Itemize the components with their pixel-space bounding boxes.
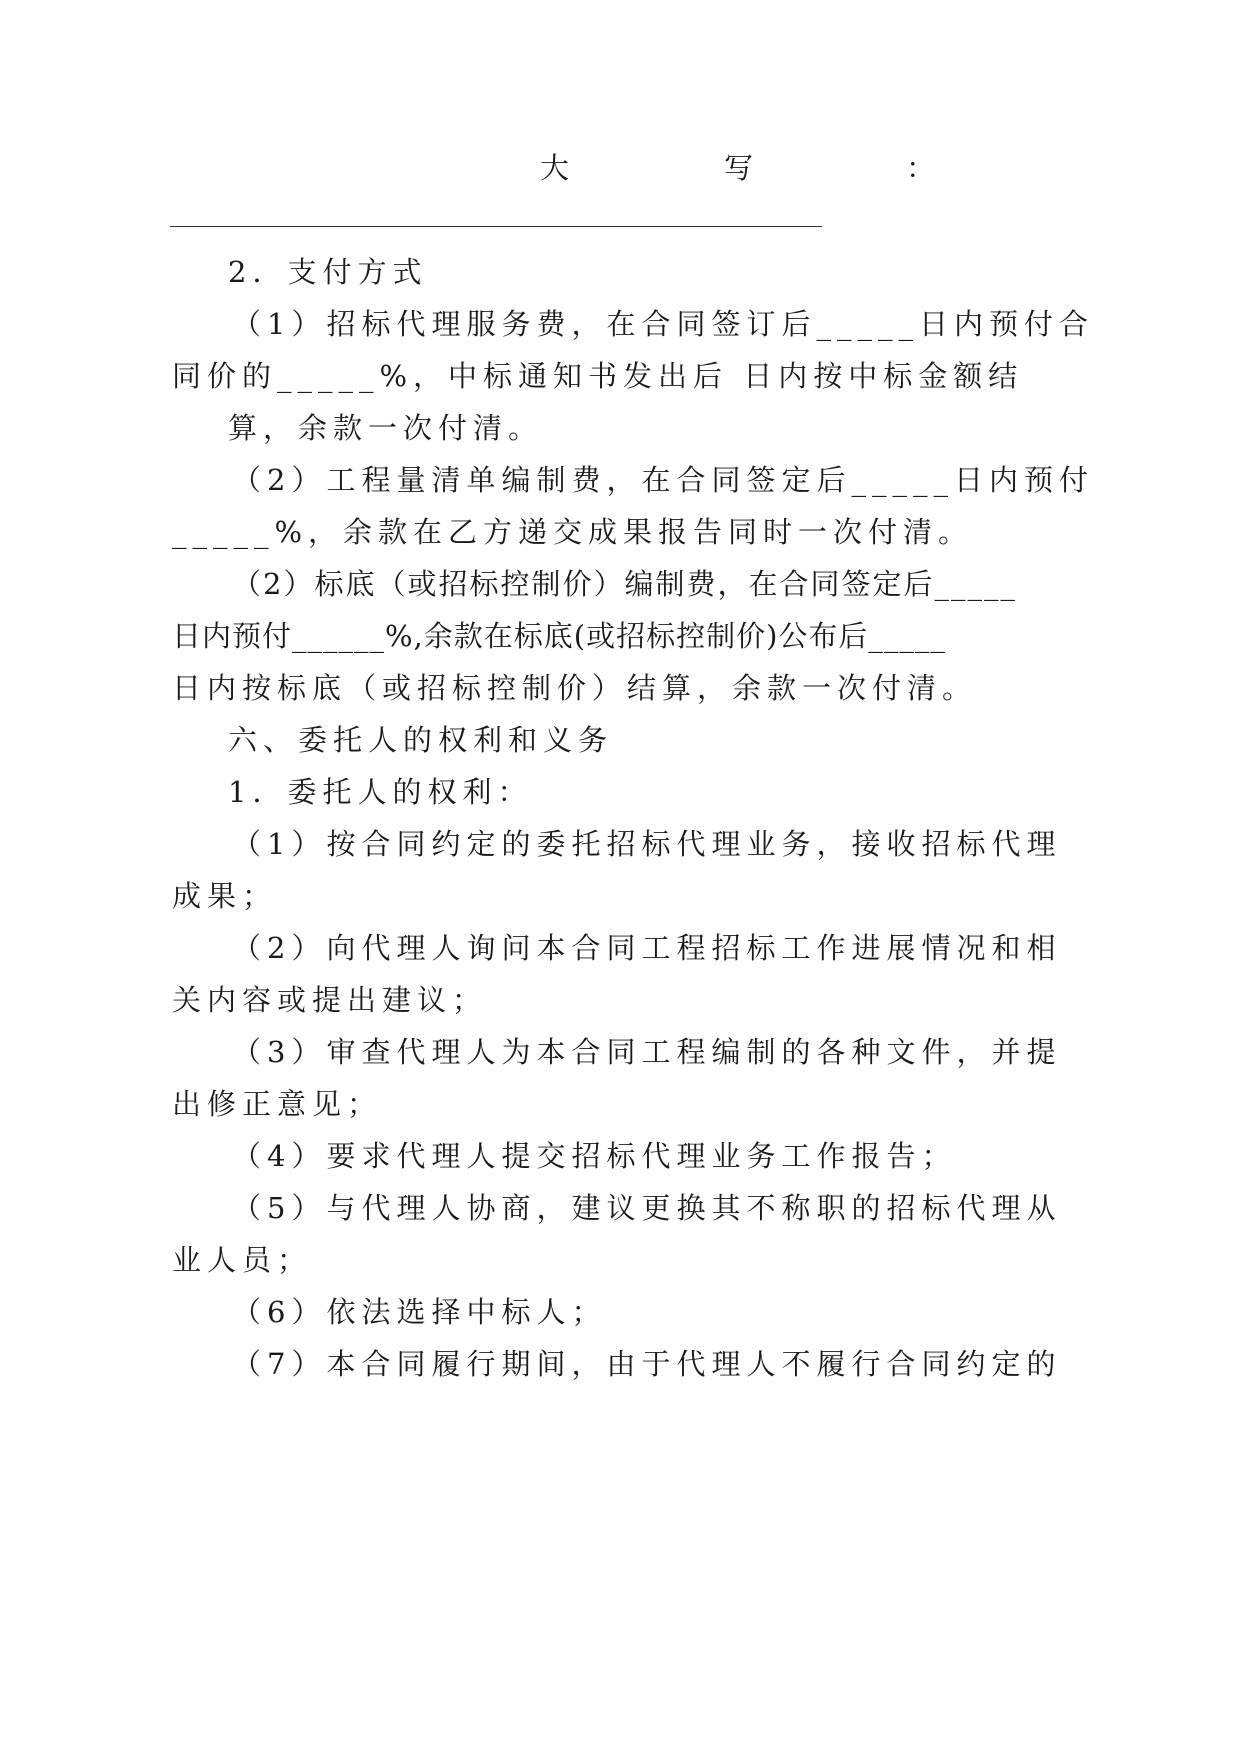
heading-char-da: 大 <box>540 151 570 185</box>
text-line: （2）工程量清单编制费，在合同签定后_____日内预付 <box>232 463 1094 497</box>
text-line: 日内按标底（或招标控制价）结算，余款一次付清。 <box>172 671 978 705</box>
text-line: （3）审查代理人为本合同工程编制的各种文件，并提 <box>232 1035 1062 1069</box>
text-line: （7）本合同履行期间，由于代理人不履行合同约定的 <box>232 1347 1062 1381</box>
text-line: （2）标底（或招标控制价）编制费，在合同签定后_____ <box>232 567 1017 601</box>
text-line: （5）与代理人协商，建议更换其不称职的招标代理从 <box>232 1191 1062 1225</box>
text-line: （1）按合同约定的委托招标代理业务，接收招标代理 <box>232 827 1062 861</box>
subsection-heading: 1．委托人的权利： <box>228 775 533 809</box>
text-line: （1）招标代理服务费，在合同签订后_____日内预付合 <box>232 307 1094 341</box>
heading-colon: ： <box>906 151 936 185</box>
text-line: 同价的_____%，中标通知书发出后 日内按中标金额结 <box>172 359 1024 393</box>
heading-char-xie: 写 <box>724 151 754 185</box>
text-line: _____%，余款在乙方递交成果报告同时一次付清。 <box>172 515 974 549</box>
text-line: （2）向代理人询问本合同工程招标工作进展情况和相 <box>232 931 1062 965</box>
text-line: 业人员； <box>172 1243 313 1277</box>
text-line: 日内预付______%,余款在标底(或招标控制价)公布后_____ <box>172 619 946 653</box>
amount-underline <box>170 226 822 227</box>
text-line: 成果； <box>172 879 278 913</box>
text-line: （4）要求代理人提交招标代理业务工作报告； <box>232 1139 957 1173</box>
text-line: 关内容或提出建议； <box>172 983 488 1017</box>
text-line: 2．支付方式 <box>228 255 428 289</box>
text-line: 出修正意见； <box>172 1087 383 1121</box>
text-line: 算，余款一次付清。 <box>228 411 544 445</box>
text-line: （6）依法选择中标人； <box>232 1295 607 1329</box>
section-heading: 六、委托人的权利和义务 <box>228 723 614 757</box>
